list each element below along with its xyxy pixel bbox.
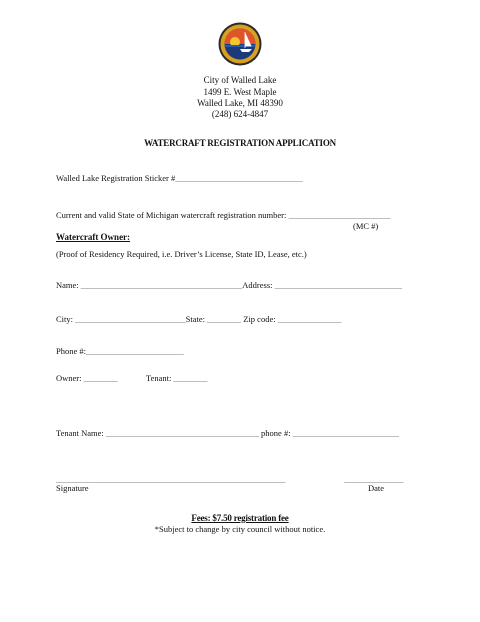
sticker-line: ______________________________	[175, 173, 303, 183]
tenant-name-line[interactable]: ____________________________________	[105, 428, 259, 438]
signature-line[interactable]: ______________________________________________________	[56, 474, 286, 484]
address-line[interactable]: ______________________________	[274, 280, 403, 290]
city-phone: (248) 624-4847	[211, 109, 269, 119]
city-label: City:	[56, 314, 74, 324]
city-seal-logo	[218, 22, 262, 66]
city-name: City of Walled Lake	[203, 75, 277, 85]
mc-note: (MC #)	[353, 221, 379, 231]
city-line[interactable]: __________________________	[75, 314, 186, 324]
owner-line[interactable]: ________	[83, 373, 118, 383]
phone-label: Phone #:	[56, 346, 86, 356]
state-label: State:	[185, 314, 205, 324]
tenant-name-row	[56, 428, 399, 439]
owner-heading: Watercraft Owner:	[56, 232, 131, 242]
owner-row	[56, 373, 118, 384]
tenant-phone-label: phone #:	[261, 428, 291, 438]
city-state-zip: Walled Lake, MI 48390	[197, 98, 283, 108]
tenant-phone-line[interactable]: _________________________	[292, 428, 399, 438]
signature-label: Signature	[56, 483, 89, 493]
state-reg-label: Current and valid State of Michigan watercraft registration number:	[56, 210, 287, 220]
form-title: WATERCRAFT REGISTRATION APPLICATION	[144, 138, 336, 148]
fees-label: Fees: $7.50 registration fee	[191, 513, 289, 523]
phone-row	[56, 346, 184, 357]
tenant-line[interactable]: ________	[173, 373, 208, 383]
date-label: Date	[368, 483, 385, 493]
zip-line[interactable]: _______________	[277, 314, 342, 324]
name-line[interactable]: ______________________________________	[80, 280, 243, 290]
zip-label: Zip code:	[243, 314, 276, 324]
tenant-label: Tenant:	[146, 373, 172, 383]
owner-label: Owner:	[56, 373, 82, 383]
sticker-label: Walled Lake Registration Sticker #	[56, 173, 176, 183]
phone-line[interactable]: _______________________	[86, 346, 184, 356]
residency-note: (Proof of Residency Required, i.e. Driver’s License, State ID, Lease, etc.)	[56, 249, 307, 259]
date-line[interactable]: ______________	[344, 474, 404, 484]
state-line[interactable]: ________	[207, 314, 242, 324]
state-reg-line: ________________________	[288, 210, 391, 220]
address-label: Address:	[242, 280, 273, 290]
name-label: Name:	[56, 280, 79, 290]
tenant-row	[146, 373, 208, 384]
sticker-field[interactable]	[56, 173, 303, 184]
name-address-row	[56, 280, 402, 291]
state-registration-field[interactable]	[56, 210, 391, 221]
city-state-zip-row	[56, 314, 341, 325]
fees-note: *Subject to change by city council without notice.	[154, 524, 326, 534]
tenant-name-label: Tenant Name:	[56, 428, 104, 438]
street-address: 1499 E. West Maple	[203, 87, 277, 97]
